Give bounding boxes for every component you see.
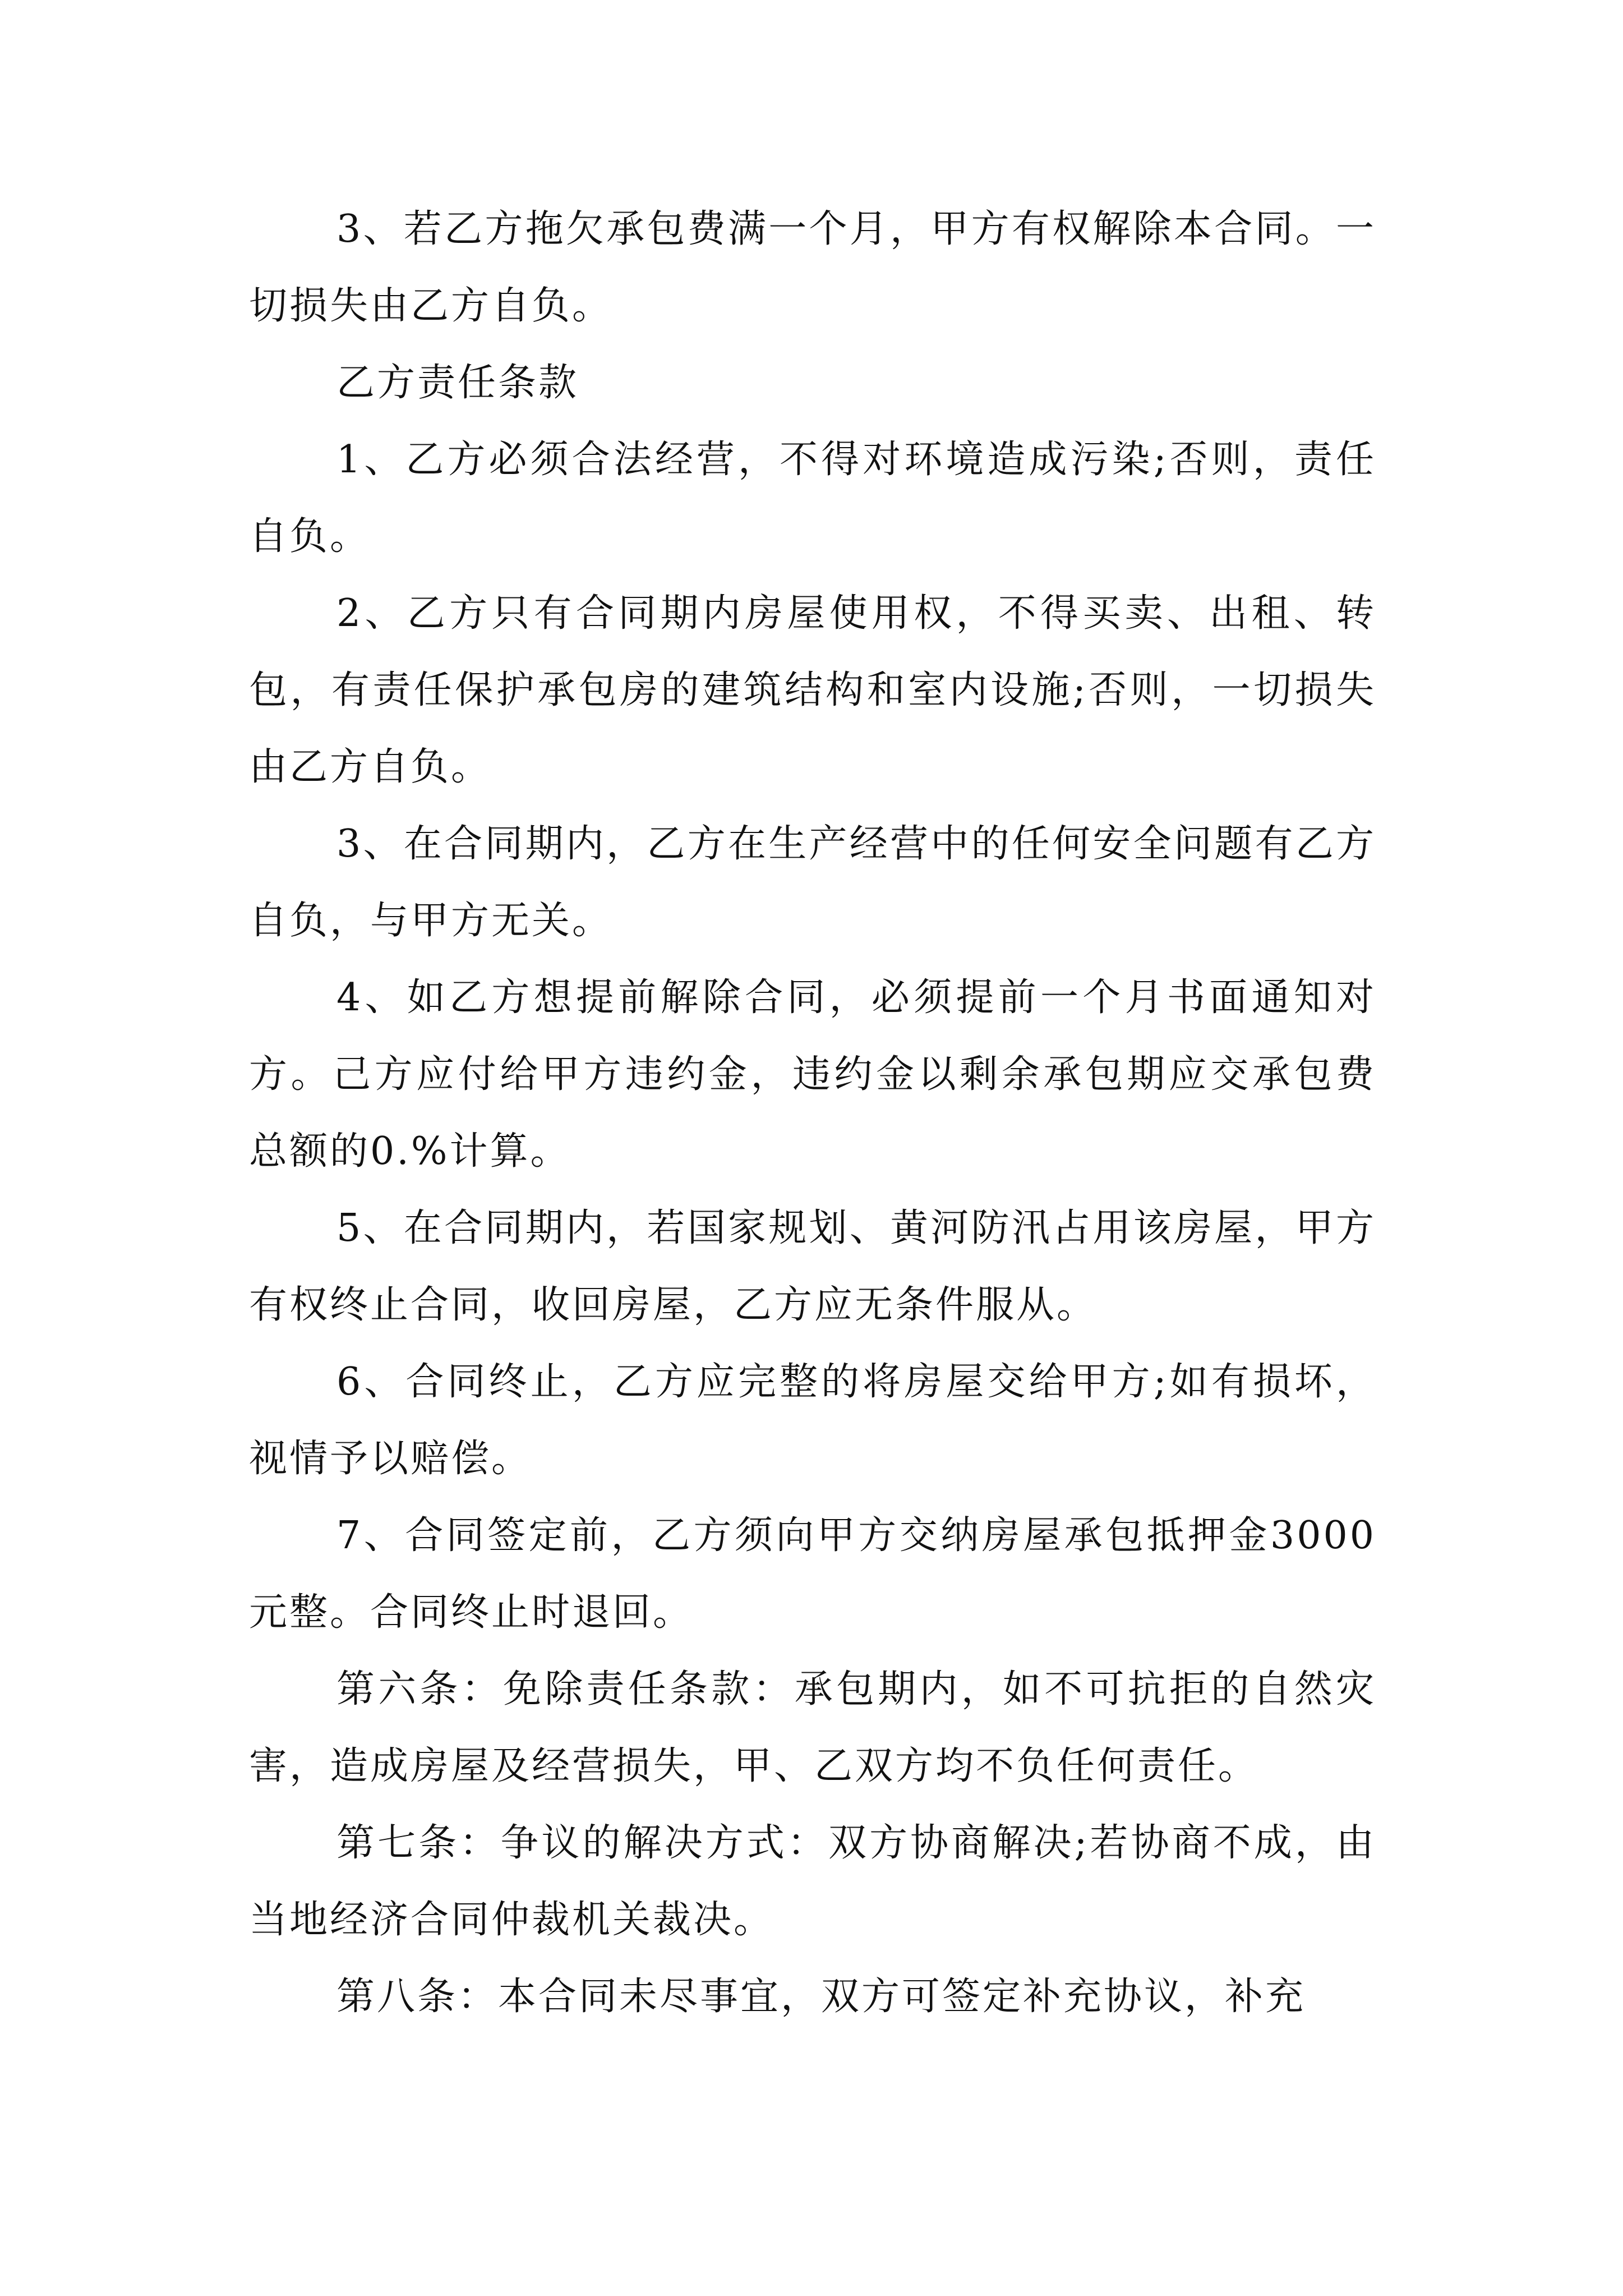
- paragraph-state-planning: 5、在合同期内，若国家规划、黄河防汛占用该房屋，甲方有权终止合同，收回房屋，乙方应无条件服从。: [249, 1206, 1376, 1327]
- paragraph-early-termination: 4、如乙方想提前解除合同，必须提前一个月书面通知对方。己方应付给甲方违约金，违约金以剩余承包期应交承包费总额的0.%计算。: [249, 976, 1376, 1174]
- section-heading-party-b-responsibilities: 乙方责任条款: [336, 361, 579, 405]
- paragraph-usage-rights: 2、乙方只有合同期内房屋使用权，不得买卖、出租、转包，有责任保护承包房的建筑结构和室内设施;否则，一切损失由乙方自负。: [249, 591, 1376, 789]
- document-body: [249, 191, 1376, 2035]
- article-7-dispute-resolution: 第七条：争议的解决方式：双方协商解决;若协商不成，由当地经济合同仲裁机关裁决。: [249, 1821, 1376, 1942]
- paragraph-arrears-clause: 3、若乙方拖欠承包费满一个月，甲方有权解除本合同。一切损失由乙方自负。: [249, 207, 1376, 328]
- article-8-supplementary: 第八条：本合同未尽事宜，双方可签定补充协议，补充: [336, 1975, 1306, 2019]
- paragraph-legal-operation: 1、乙方必须合法经营，不得对环境造成污染;否则，责任自负。: [249, 438, 1376, 559]
- paragraph-deposit: 7、合同签定前，乙方须向甲方交纳房屋承包抵押金3000元整。合同终止时退回。: [249, 1513, 1376, 1635]
- paragraph-handover: 6、合同终止，乙方应完整的将房屋交给甲方;如有损坏，视情予以赔偿。: [249, 1360, 1376, 1481]
- article-6-force-majeure: 第六条：免除责任条款：承包期内，如不可抗拒的自然灾害，造成房屋及经营损失，甲、乙双方均不负任何责任。: [249, 1667, 1376, 1788]
- paragraph-safety: 3、在合同期内，乙方在生产经营中的任何安全问题有乙方自负，与甲方无关。: [249, 822, 1376, 943]
